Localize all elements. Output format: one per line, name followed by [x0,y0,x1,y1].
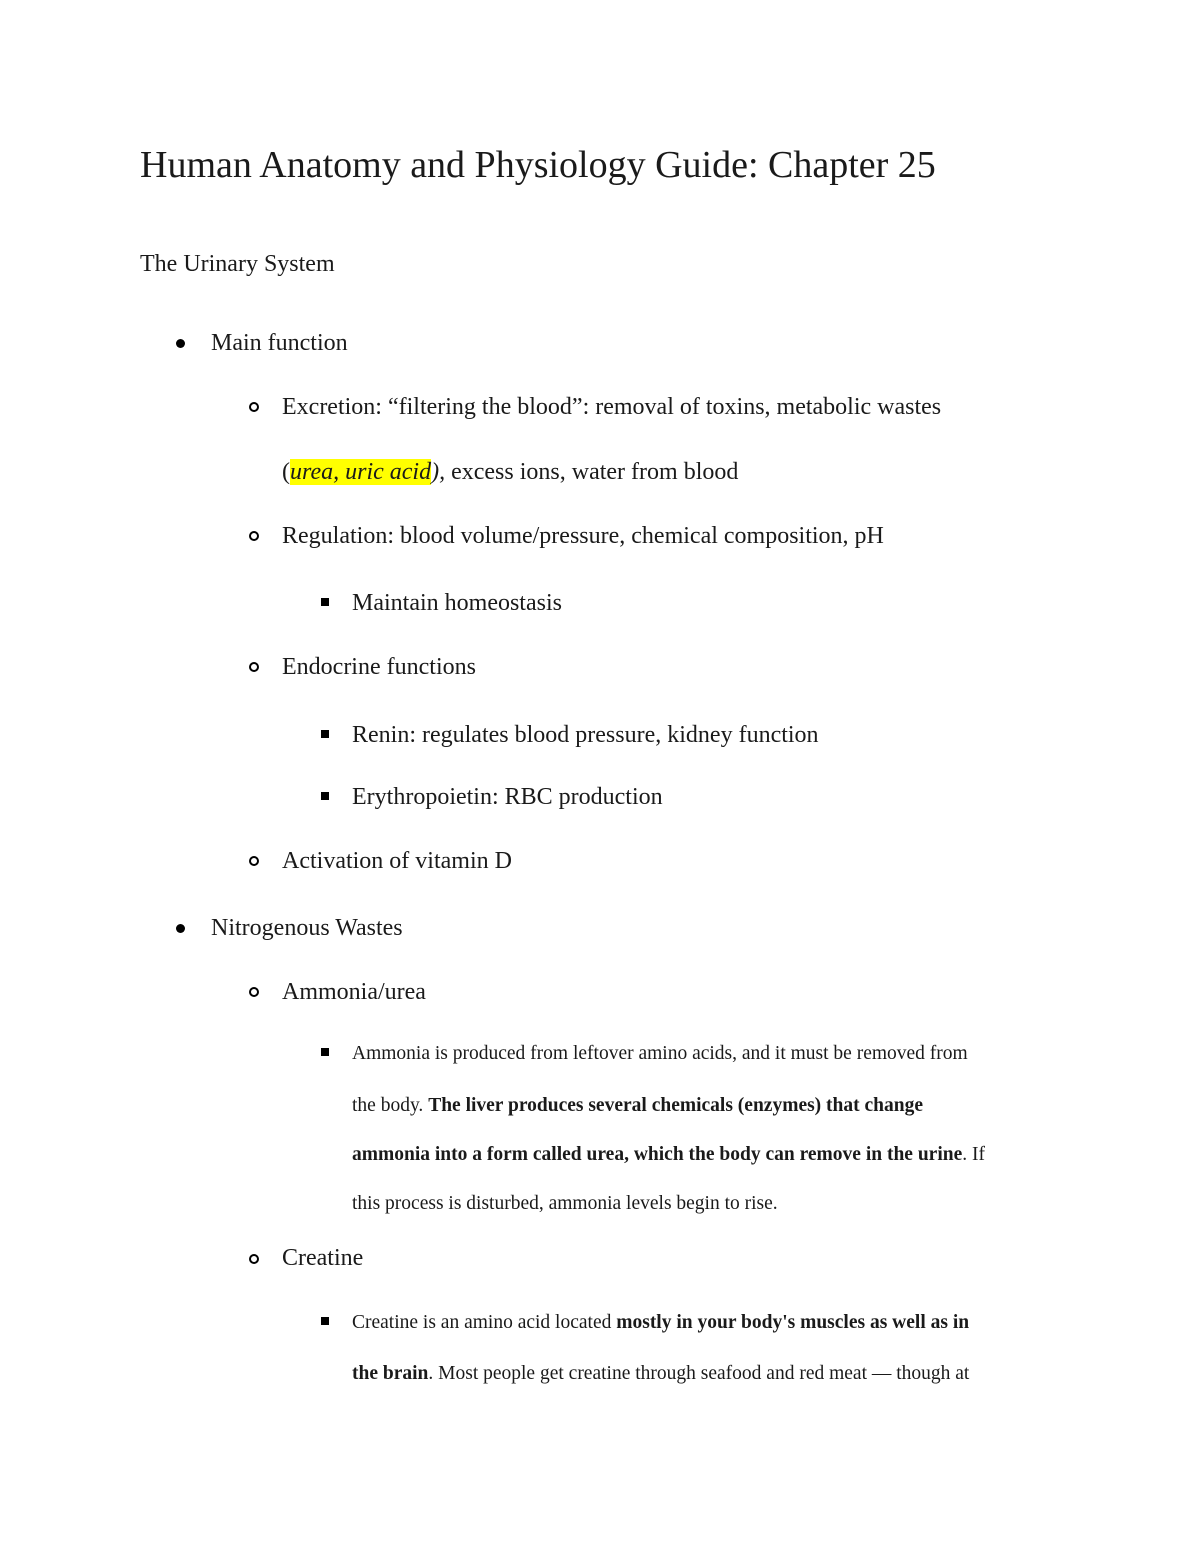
list-item-endocrine: Endocrine functions [282,654,476,680]
list-item-excretion-cont [282,456,738,488]
ammonia-paragraph-line1: Ammonia is produced from leftover amino acids, and it must be removed from [352,1043,968,1064]
plain-text: . If [962,1144,986,1165]
list-item-vitamin-d: Activation of vitamin D [282,848,512,874]
list-item-creatine: Creatine [282,1245,364,1271]
list-item-erythropoietin: Erythropoietin: RBC production [352,784,663,810]
bullet-square-icon [321,730,329,738]
plain-text: Creatine is an amino acid located [352,1312,617,1333]
ammonia-paragraph-line3 [352,1141,985,1169]
bold-text: the brain [352,1363,429,1384]
paren-close: ), [431,459,446,485]
list-item-nitrogenous-wastes: Nitrogenous Wastes [211,915,403,941]
list-item-ammonia-urea: Ammonia/urea [282,979,426,1005]
bullet-circle-icon [249,402,259,412]
bold-text: The liver produces several chemicals (enzymes) that change [428,1095,924,1116]
excretion-rest: excess ions, water from blood [445,459,739,485]
list-item-main-function: Main function [211,330,348,356]
plain-text: the body. [352,1095,429,1116]
bullet-disc-icon [176,924,185,933]
section-heading: The Urinary System [140,251,335,277]
list-item-excretion: Excretion: “filtering the blood”: removal of toxins, metabolic wastes [282,394,942,420]
list-item-renin: Renin: regulates blood pressure, kidney function [352,722,819,748]
bullet-circle-icon [249,1254,259,1264]
creatine-paragraph-line1 [352,1309,969,1337]
bold-text: mostly in your body's muscles as well as in [616,1312,970,1333]
bold-text: ammonia into a form called urea, which the body can remove in the urine [352,1144,963,1165]
bullet-disc-icon [176,339,185,348]
bullet-circle-icon [249,531,259,541]
bullet-square-icon [321,792,329,800]
bullet-circle-icon [249,987,259,997]
paren-open: ( [282,459,290,485]
bullet-circle-icon [249,856,259,866]
ammonia-paragraph-line2 [352,1092,923,1120]
list-item-homeostasis: Maintain homeostasis [352,590,562,616]
bullet-square-icon [321,598,329,606]
bullet-square-icon [321,1048,329,1056]
ammonia-paragraph-line4: this process is disturbed, ammonia levels begin to rise. [352,1193,778,1214]
creatine-paragraph-line2 [352,1360,969,1388]
page-title: Human Anatomy and Physiology Guide: Chapter 25 [140,144,936,186]
bullet-circle-icon [249,662,259,672]
highlighted-text: urea, uric acid [290,459,432,485]
bullet-square-icon [321,1317,329,1325]
plain-text: . Most people get creatine through seafood and red meat — though at [428,1363,970,1384]
list-item-regulation: Regulation: blood volume/pressure, chemical composition, pH [282,523,884,549]
